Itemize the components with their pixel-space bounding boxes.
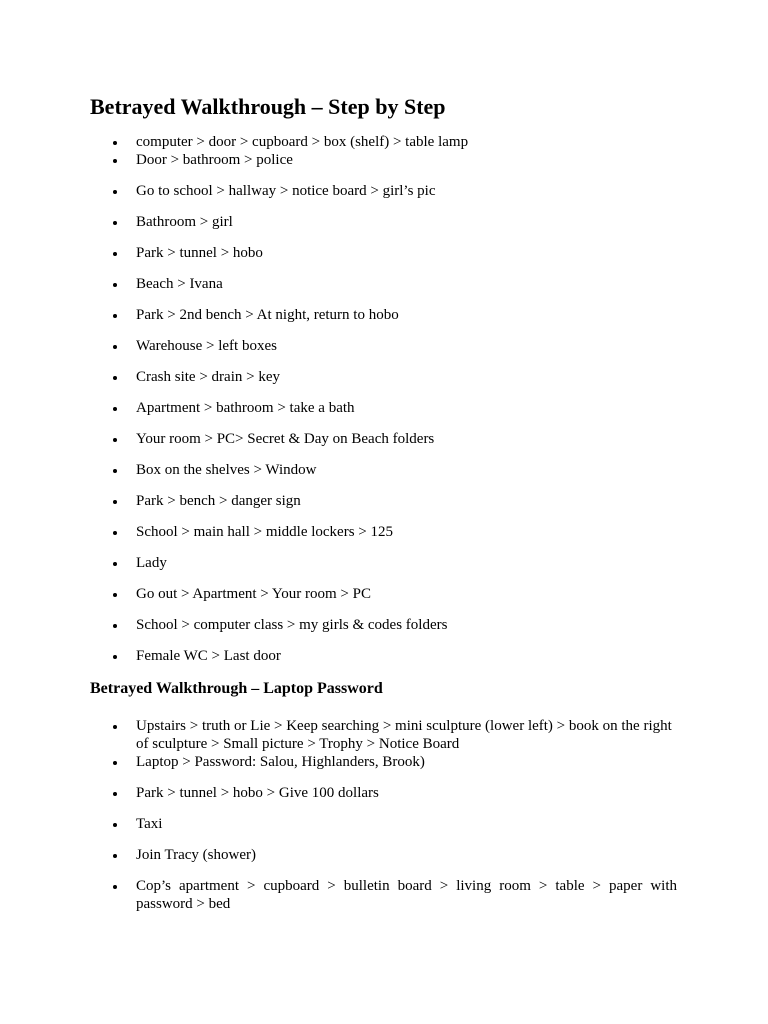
list-item: Beach > Ivana: [0, 275, 677, 293]
list-item: School > computer class > my girls & codes folders: [0, 616, 677, 634]
list-item: Taxi: [0, 815, 677, 833]
list-item: Lady: [0, 554, 677, 572]
list-item: Cop’s apartment > cupboard > bulletin board > living room > table > paper with password > bed: [0, 877, 677, 913]
list-item: Your room > PC> Secret & Day on Beach folders: [0, 430, 677, 448]
list-item: Bathroom > girl: [0, 213, 677, 231]
page-title: Betrayed Walkthrough – Step by Step: [90, 94, 446, 119]
list-item: Go out > Apartment > Your room > PC: [0, 585, 677, 603]
list-item: Door > bathroom > police: [0, 151, 677, 169]
step-list: [0, 133, 768, 665]
list-item: Laptop > Password: Salou, Highlanders, Brook): [0, 753, 677, 771]
list-item: Crash site > drain > key: [0, 368, 677, 386]
list-item: Park > tunnel > hobo > Give 100 dollars: [0, 784, 677, 802]
list-item: Go to school > hallway > notice board > girl’s pic: [0, 182, 677, 200]
list-item: School > main hall > middle lockers > 125: [0, 523, 677, 541]
list-item: Apartment > bathroom > take a bath: [0, 399, 677, 417]
list-item: Join Tracy (shower): [0, 846, 677, 864]
list-item: Upstairs > truth or Lie > Keep searching > mini sculpture (lower left) > book on the right of sculpture > Small picture > Trophy > Notice Board: [0, 717, 677, 753]
list-item: Park > 2nd bench > At night, return to hobo: [0, 306, 677, 324]
list-item: computer > door > cupboard > box (shelf) > table lamp: [0, 133, 677, 151]
list-item: Box on the shelves > Window: [0, 461, 677, 479]
list-item: Female WC > Last door: [0, 647, 677, 665]
list-item: Warehouse > left boxes: [0, 337, 677, 355]
list-item: Park > tunnel > hobo: [0, 244, 677, 262]
laptop-step-list: [0, 717, 768, 913]
list-item: Park > bench > danger sign: [0, 492, 677, 510]
section-heading: Betrayed Walkthrough – Laptop Password: [90, 680, 383, 697]
